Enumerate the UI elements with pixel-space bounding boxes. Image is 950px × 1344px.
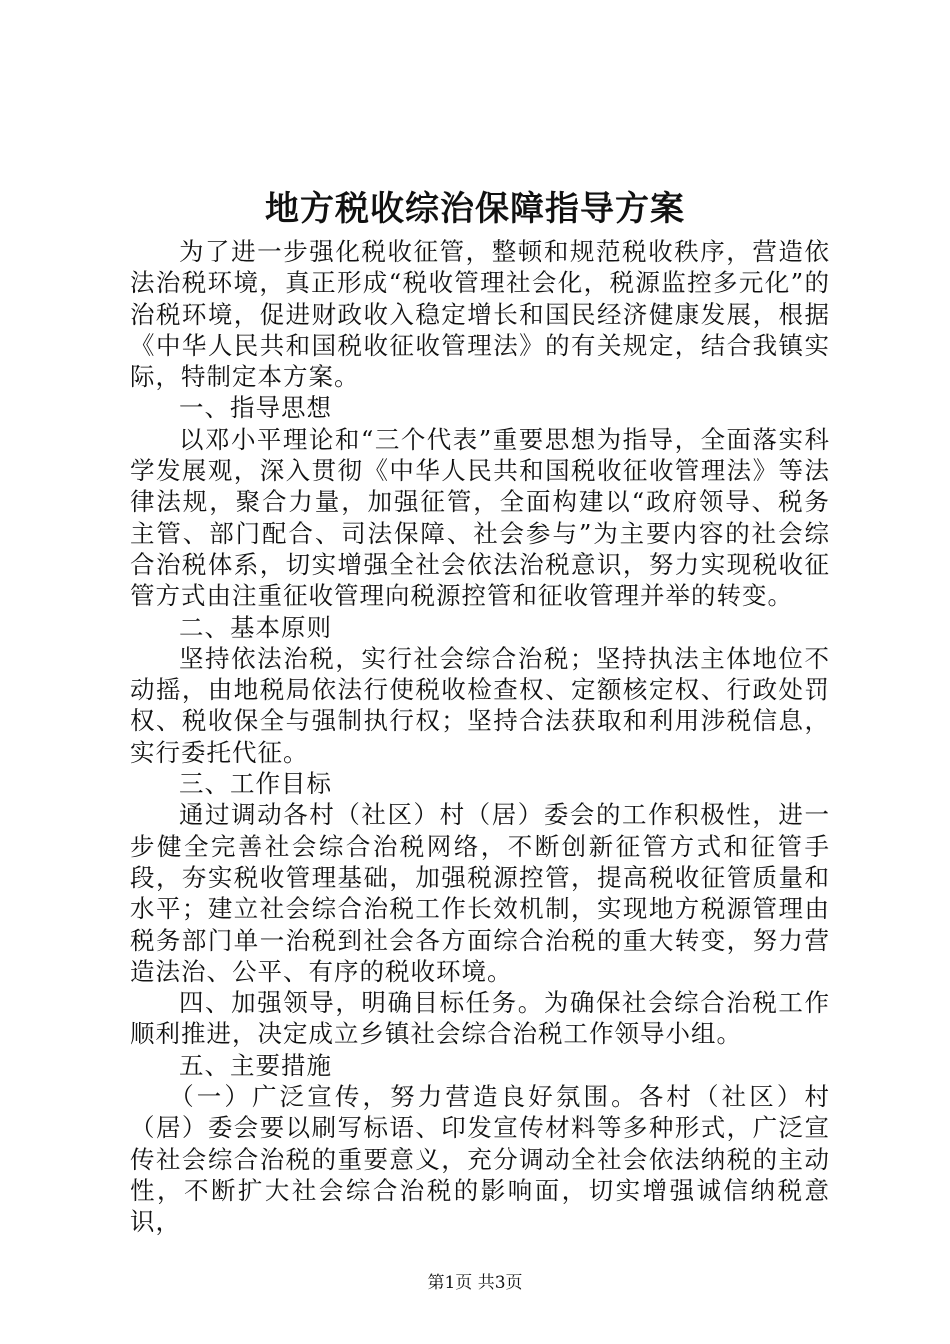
paragraph-work-goals: 通过调动各村（社区）村（居）委会的工作积极性，进一步健全完善社会综合治税网络，不断创新征管方式和征管手段，夯实税收管理基础，加强税源控管，提高税收征管质量和水平；建立社会综合治税工作长效机制，实现地方税源管理由税务部门单一治税到社会各方面综合治税的重大转变，努力营造法治、公平、有序的税收环境。 [130,800,830,986]
page-footer: 第1页 共3页 [427,1273,523,1293]
paragraph-guiding-ideology: 以邓小平理论和“三个代表”重要思想为指导，全面落实科学发展观，深入贯彻《中华人民共和国税收征收管理法》等法律法规，聚合力量，加强征管，全面构建以“政府领导、税务主管、部门配合、司法保障、社会参与”为主要内容的社会综合治税体系，切实增强全社会依法治税意识，努力实现税收征管方式由注重征收管理向税源控管和征收管理并举的转变。 [130,424,830,611]
section-heading-work-goals: 三、工作目标 [179,769,332,799]
paragraph-measure-1: （一）广泛宣传，努力营造良好氛围。各村（社区）村（居）委会要以刷写标语、印发宣传材料等多种形式，广泛宣传社会综合治税的重要意义，充分调动全社会依法纳税的主动性，不断扩大社会综合治税的影响面，切实增强诚信纳税意识， [130,1082,830,1237]
paragraph-intro: 为了进一步强化税收征管，整顿和规范税收秩序，营造依法治税环境，真正形成“税收管理社会化，税源监控多元化”的治税环境，促进财政收入稳定增长和国民经济健康发展，根据《中华人民共和国税收征收管理法》的有关规定，结合我镇实际，特制定本方案。 [130,237,830,392]
document-title: 地方税收综治保障指导方案 [265,189,685,229]
paragraph-leadership: 四、加强领导，明确目标任务。为确保社会综合治税工作顺利推进，决定成立乡镇社会综合治税工作领导小组。 [130,988,830,1049]
document-body [130,236,830,1238]
section-heading-basic-principles: 二、基本原则 [179,612,332,642]
paragraph-basic-principles: 坚持依法治税，实行社会综合治税；坚持执法主体地位不动摇，由地税局依法行使税收检查权、定额核定权、行政处罚权、税收保全与强制执行权；坚持合法获取和利用涉税信息，实行委托代征。 [130,643,830,767]
section-heading-guiding-ideology: 一、指导思想 [179,393,332,423]
section-heading-main-measures: 五、主要措施 [179,1050,332,1080]
